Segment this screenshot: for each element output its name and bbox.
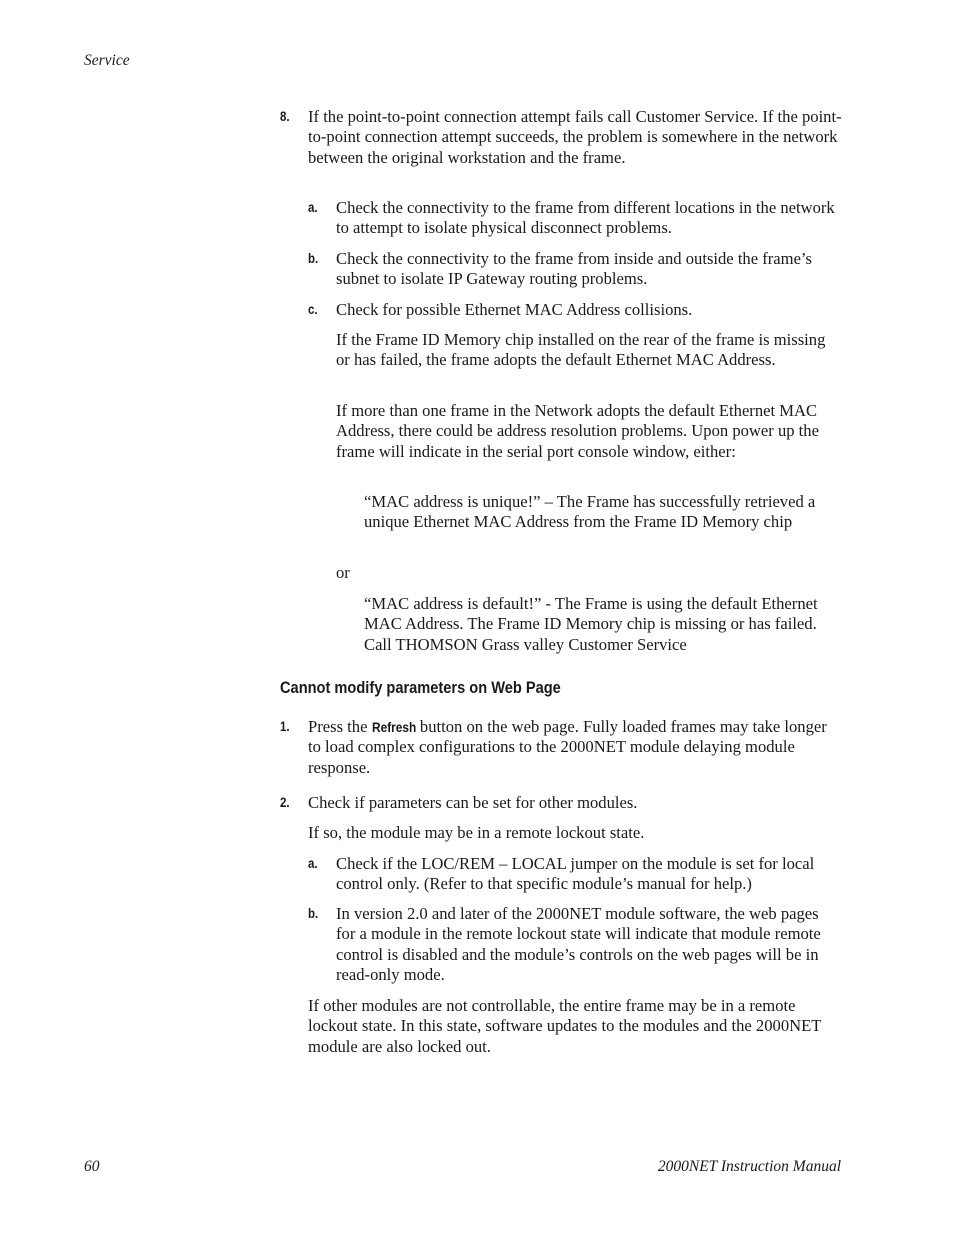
- substep-text: Check the connectivity to the frame from inside and outside the frame’s subnet to isolate IP Gateway routing problems.: [336, 249, 813, 289]
- step-text: Check if parameters can be set for other modules.: [308, 793, 638, 812]
- step-text: [308, 717, 843, 778]
- console-message-quote: “MAC address is unique!” – The Frame has successfully retrieved a unique Ethernet MAC Address from the Frame ID Memory chip: [364, 492, 816, 532]
- paragraph: If the Frame ID Memory chip installed on the rear of the frame is missing or has failed, the frame adopts the default Ethernet MAC Address.: [336, 330, 826, 370]
- running-header: Service: [84, 52, 130, 69]
- paragraph: If so, the module may be in a remote lockout state.: [308, 823, 645, 842]
- page-number: 60: [84, 1158, 100, 1175]
- step-number: 2.: [280, 795, 290, 810]
- substep-label: b.: [308, 251, 319, 266]
- conjunction: or: [336, 563, 350, 582]
- substep-label: a.: [308, 200, 318, 215]
- step-number: 1.: [280, 719, 290, 734]
- substep-label: c.: [308, 302, 318, 317]
- step-text-post: button on the web page. Fully loaded frames may take longer to load complex configurations to the 2000NET module delaying module response.: [308, 717, 827, 777]
- step-text: If the point-to-point connection attempt fails call Customer Service. If the point-to-point connection attempt succeeds, the problem is somewhere in the network between the original workstation and the frame.: [308, 107, 842, 167]
- paragraph: If other modules are not controllable, the entire frame may be in a remote lockout state. In this state, software updates to the modules and the 2000NET module are also locked out.: [308, 996, 822, 1056]
- step-number: 8.: [280, 109, 290, 124]
- substep-label: a.: [308, 856, 318, 871]
- substep-text: Check if the LOC/REM – LOCAL jumper on the module is set for local control only. (Refer to that specific module’s manual for help.): [336, 854, 815, 894]
- manual-title: 2000NET Instruction Manual: [657, 1158, 841, 1175]
- substep-text: In version 2.0 and later of the 2000NET module software, the web pages for a module in the remote lockout state will indicate that module remote control is disabled and the module’s controls on the web pages will be in read-only mode.: [336, 904, 821, 985]
- substep-label: b.: [308, 906, 319, 921]
- console-message-quote: “MAC address is default!” - The Frame is using the default Ethernet MAC Address. The Frame ID Memory chip is missing or has failed. Call THOMSON Grass valley Customer Service: [364, 594, 818, 654]
- substep-text: Check the connectivity to the frame from different locations in the network to attempt to isolate physical disconnect problems.: [336, 198, 835, 238]
- refresh-button-name: Refresh: [371, 719, 416, 735]
- section-heading: Cannot modify parameters on Web Page: [280, 678, 561, 697]
- substep-text: Check for possible Ethernet MAC Address collisions.: [336, 300, 693, 319]
- paragraph: If more than one frame in the Network adopts the default Ethernet MAC Address, there could be address resolution problems. Upon power up the frame will indicate in the serial port console window, either:: [336, 401, 819, 461]
- step-text-pre: Press the: [308, 717, 372, 736]
